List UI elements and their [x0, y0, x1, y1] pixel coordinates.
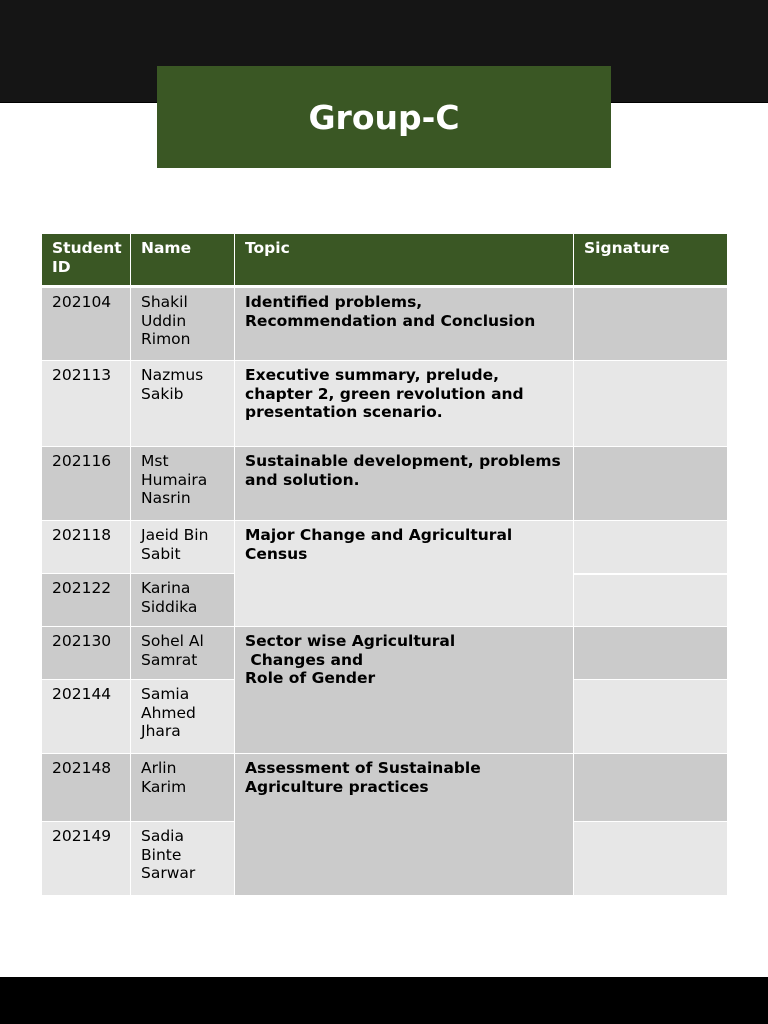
student-name-cell: Shakil Uddin Rimon [131, 287, 235, 361]
header-student-id: Student ID [42, 234, 131, 287]
student-id-cell: 202116 [42, 447, 131, 521]
table-row [42, 287, 728, 361]
table-row [42, 754, 728, 822]
signature-cell[interactable] [574, 627, 728, 680]
table-row [42, 361, 728, 447]
student-id-cell: 202104 [42, 287, 131, 361]
student-name-cell: Nazmus Sakib [131, 361, 235, 447]
student-id-cell: 202118 [42, 521, 131, 574]
table-row [42, 521, 728, 574]
page-title: Group-C [308, 97, 460, 137]
topic-cell: Identified problems, Recommendation and Conclusion [235, 287, 574, 361]
signature-cell[interactable] [574, 822, 728, 896]
student-name-cell: Sadia Binte Sarwar [131, 822, 235, 896]
signature-cell[interactable] [574, 680, 728, 754]
student-id-cell: 202144 [42, 680, 131, 754]
title-box [157, 66, 611, 168]
header-name: Name [131, 234, 235, 287]
table-row [42, 447, 728, 521]
student-id-cell: 202113 [42, 361, 131, 447]
table-header-row [42, 234, 728, 287]
table-row [42, 627, 728, 680]
topic-cell: Assessment of Sustainable Agriculture practices [235, 754, 574, 896]
topic-cell: Executive summary, prelude, chapter 2, green revolution and presentation scenario. [235, 361, 574, 447]
signature-cell[interactable] [574, 287, 728, 361]
header-topic: Topic [235, 234, 574, 287]
topic-cell: Sector wise Agricultural Changes and Role of Gender [235, 627, 574, 754]
topic-cell: Major Change and Agricultural Census [235, 521, 574, 627]
student-name-cell: Mst Humaira Nasrin [131, 447, 235, 521]
group-table [41, 233, 728, 896]
topic-cell: Sustainable development, problems and solution. [235, 447, 574, 521]
student-id-cell: 202122 [42, 574, 131, 627]
student-name-cell: Samia Ahmed Jhara [131, 680, 235, 754]
student-id-cell: 202148 [42, 754, 131, 822]
student-id-cell: 202130 [42, 627, 131, 680]
student-name-cell: Jaeid Bin Sabit [131, 521, 235, 574]
signature-cell[interactable] [574, 521, 728, 574]
signature-cell[interactable] [574, 447, 728, 521]
bottom-banner [0, 977, 768, 1024]
student-id-cell: 202149 [42, 822, 131, 896]
student-name-cell: Karina Siddika [131, 574, 235, 627]
student-name-cell: Sohel Al Samrat [131, 627, 235, 680]
student-name-cell: Arlin Karim [131, 754, 235, 822]
signature-cell[interactable] [574, 574, 728, 627]
header-signature: Signature [574, 234, 728, 287]
signature-cell[interactable] [574, 361, 728, 447]
signature-cell[interactable] [574, 754, 728, 822]
